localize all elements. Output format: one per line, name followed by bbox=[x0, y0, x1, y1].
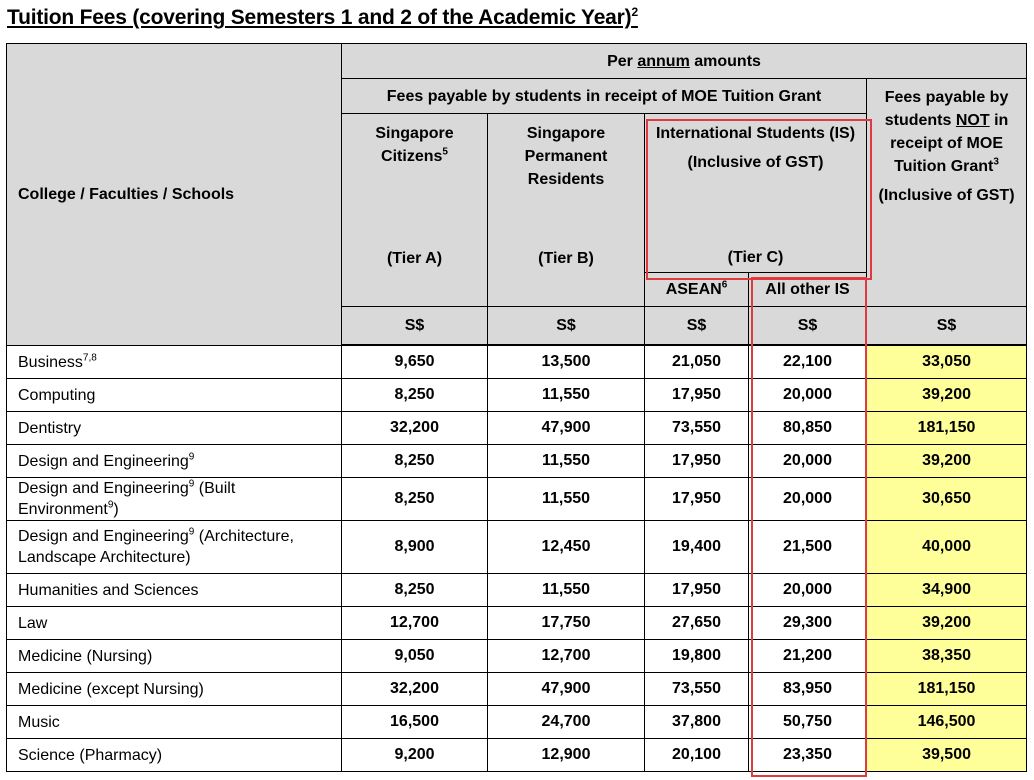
sc-fee: 8,250 bbox=[342, 574, 488, 607]
college-name: Science (Pharmacy) bbox=[18, 746, 163, 764]
spr-fee: 12,900 bbox=[488, 739, 645, 772]
not-moe-underlined: NOT bbox=[955, 112, 990, 129]
college-name: Design and Engineering bbox=[18, 480, 189, 497]
other-is-fee: 20,000 bbox=[749, 574, 867, 607]
not-moe-fee: 39,200 bbox=[867, 607, 1027, 640]
college-name: Music bbox=[18, 713, 60, 731]
is-label: International Students (IS) bbox=[655, 125, 856, 142]
college-name: Law bbox=[18, 614, 48, 632]
college-cell bbox=[7, 640, 342, 673]
currency-other-is: S$ bbox=[749, 307, 867, 345]
other-is-fee: 50,750 bbox=[749, 706, 867, 739]
table-row bbox=[7, 478, 1027, 521]
per-annum-suffix: amounts bbox=[689, 52, 761, 70]
asean-fee: 17,950 bbox=[645, 379, 749, 412]
not-moe-prefix: Fees payable by students bbox=[884, 89, 1009, 129]
not-moe-fee: 33,050 bbox=[867, 346, 1027, 379]
suffix-footnote: 9 bbox=[107, 499, 114, 511]
sc-label: Singapore Citizens bbox=[375, 125, 454, 165]
sc-header bbox=[342, 114, 488, 307]
college-name: Business bbox=[18, 353, 83, 371]
not-moe-fee: 39,500 bbox=[867, 739, 1027, 772]
name-footnote: 9 bbox=[188, 526, 195, 538]
asean-fee: 73,550 bbox=[645, 412, 749, 445]
not-moe-fee: 40,000 bbox=[867, 521, 1027, 574]
spr-fee: 11,550 bbox=[488, 445, 645, 478]
other-is-fee: 83,950 bbox=[749, 673, 867, 706]
tuition-fees-table bbox=[6, 43, 1027, 772]
asean-header bbox=[645, 273, 749, 307]
asean-fee: 37,800 bbox=[645, 706, 749, 739]
table-row bbox=[7, 379, 1027, 412]
other-is-fee: 21,200 bbox=[749, 640, 867, 673]
other-is-fee: 21,500 bbox=[749, 521, 867, 574]
other-is-fee: 20,000 bbox=[749, 445, 867, 478]
college-name-tail: ) bbox=[113, 501, 119, 518]
college-cell bbox=[7, 478, 342, 521]
per-annum-prefix: Per bbox=[607, 52, 638, 70]
not-moe-suffix: in receipt of MOE Tuition Grant bbox=[890, 112, 1009, 175]
other-is-label: All other IS bbox=[765, 281, 850, 298]
table-row bbox=[7, 445, 1027, 478]
currency-spr: S$ bbox=[488, 307, 645, 345]
spr-fee: 12,450 bbox=[488, 521, 645, 574]
spr-header bbox=[488, 114, 645, 307]
is-tier: (Tier C) bbox=[727, 249, 784, 266]
is-gst-note: (Inclusive of GST) bbox=[687, 154, 824, 171]
spr-fee: 11,550 bbox=[488, 478, 645, 521]
moe-grant-label: Fees payable by students in receipt of MOE Tuition Grant bbox=[386, 87, 822, 105]
table-row bbox=[7, 673, 1027, 706]
college-name: Dentistry bbox=[18, 419, 82, 437]
asean-footnote: 6 bbox=[721, 279, 728, 291]
not-moe-header bbox=[867, 79, 1027, 307]
per-annum-underlined: annum bbox=[637, 52, 690, 70]
college-name: Medicine (Nursing) bbox=[18, 647, 153, 665]
asean-fee: 20,100 bbox=[645, 739, 749, 772]
college-name: Design and Engineering bbox=[18, 528, 189, 545]
college-cell bbox=[7, 673, 342, 706]
spr-fee: 47,900 bbox=[488, 673, 645, 706]
table-row bbox=[7, 412, 1027, 445]
table-body bbox=[7, 346, 1027, 772]
sc-fee: 9,200 bbox=[342, 739, 488, 772]
sc-fee: 8,250 bbox=[342, 478, 488, 521]
is-header bbox=[645, 114, 867, 273]
college-cell bbox=[7, 412, 342, 445]
not-moe-fee: 39,200 bbox=[867, 379, 1027, 412]
page-title bbox=[7, 6, 638, 30]
table-row bbox=[7, 640, 1027, 673]
table-row bbox=[7, 521, 1027, 574]
asean-fee: 21,050 bbox=[645, 346, 749, 379]
college-column-header bbox=[7, 44, 342, 346]
college-cell bbox=[7, 574, 342, 607]
sc-fee: 9,050 bbox=[342, 640, 488, 673]
college-column-label: College / Faculties / Schools bbox=[18, 185, 235, 203]
table-row bbox=[7, 607, 1027, 640]
currency-sc: S$ bbox=[342, 307, 488, 345]
not-moe-footnote: 3 bbox=[993, 156, 999, 168]
title-footnote: 2 bbox=[631, 5, 638, 19]
currency-asean: S$ bbox=[645, 307, 749, 345]
college-name-suffix: (Built Environment bbox=[18, 480, 236, 518]
moe-grant-header bbox=[342, 79, 867, 114]
spr-fee: 13,500 bbox=[488, 346, 645, 379]
spr-tier: (Tier B) bbox=[538, 250, 594, 267]
table-row bbox=[7, 706, 1027, 739]
other-is-fee: 29,300 bbox=[749, 607, 867, 640]
sc-tier: (Tier A) bbox=[386, 250, 443, 267]
sc-fee: 9,650 bbox=[342, 346, 488, 379]
college-cell bbox=[7, 607, 342, 640]
not-moe-fee: 39,200 bbox=[867, 445, 1027, 478]
spr-fee: 12,700 bbox=[488, 640, 645, 673]
college-name: Humanities and Sciences bbox=[18, 581, 199, 599]
sc-fee: 12,700 bbox=[342, 607, 488, 640]
spr-fee: 24,700 bbox=[488, 706, 645, 739]
other-is-header bbox=[749, 273, 867, 307]
college-cell bbox=[7, 445, 342, 478]
title-text: Tuition Fees (covering Semesters 1 and 2 of the Academic Year) bbox=[7, 6, 632, 29]
not-moe-fee: 181,150 bbox=[867, 673, 1027, 706]
sc-fee: 8,900 bbox=[342, 521, 488, 574]
name-footnote: 9 bbox=[188, 451, 195, 463]
asean-fee: 19,800 bbox=[645, 640, 749, 673]
college-name: Design and Engineering bbox=[18, 452, 189, 470]
asean-label: ASEAN bbox=[665, 281, 722, 298]
spr-fee: 11,550 bbox=[488, 574, 645, 607]
college-name-suffix: (Architecture, Landscape Architecture) bbox=[18, 528, 294, 566]
other-is-fee: 20,000 bbox=[749, 379, 867, 412]
asean-fee: 17,950 bbox=[645, 574, 749, 607]
other-is-fee: 80,850 bbox=[749, 412, 867, 445]
per-annum-header bbox=[342, 44, 1027, 79]
name-footnote: 7,8 bbox=[82, 352, 97, 364]
other-is-fee: 22,100 bbox=[749, 346, 867, 379]
college-cell bbox=[7, 346, 342, 379]
sc-fee: 8,250 bbox=[342, 445, 488, 478]
asean-fee: 27,650 bbox=[645, 607, 749, 640]
asean-fee: 17,950 bbox=[645, 445, 749, 478]
table-row bbox=[7, 739, 1027, 772]
asean-fee: 17,950 bbox=[645, 478, 749, 521]
table-row bbox=[7, 574, 1027, 607]
not-moe-fee: 38,350 bbox=[867, 640, 1027, 673]
sc-fee: 8,250 bbox=[342, 379, 488, 412]
currency-not-moe: S$ bbox=[867, 307, 1027, 345]
spr-fee: 17,750 bbox=[488, 607, 645, 640]
college-name: Computing bbox=[18, 386, 96, 404]
not-moe-gst-note: (Inclusive of GST) bbox=[878, 187, 1015, 204]
spr-fee: 11,550 bbox=[488, 379, 645, 412]
not-moe-fee: 30,650 bbox=[867, 478, 1027, 521]
not-moe-fee: 181,150 bbox=[867, 412, 1027, 445]
asean-fee: 73,550 bbox=[645, 673, 749, 706]
college-name: Medicine (except Nursing) bbox=[18, 680, 204, 698]
sc-fee: 16,500 bbox=[342, 706, 488, 739]
college-cell bbox=[7, 379, 342, 412]
other-is-fee: 23,350 bbox=[749, 739, 867, 772]
not-moe-fee: 146,500 bbox=[867, 706, 1027, 739]
sc-fee: 32,200 bbox=[342, 673, 488, 706]
sc-fee: 32,200 bbox=[342, 412, 488, 445]
college-cell bbox=[7, 521, 342, 574]
table-row bbox=[7, 346, 1027, 379]
college-cell bbox=[7, 739, 342, 772]
spr-fee: 47,900 bbox=[488, 412, 645, 445]
spr-label: Singapore Permanent Residents bbox=[524, 125, 608, 188]
asean-fee: 19,400 bbox=[645, 521, 749, 574]
not-moe-fee: 34,900 bbox=[867, 574, 1027, 607]
table-header bbox=[7, 44, 1027, 346]
sc-footnote: 5 bbox=[442, 146, 448, 158]
other-is-fee: 20,000 bbox=[749, 478, 867, 521]
name-footnote: 9 bbox=[188, 478, 195, 490]
college-cell bbox=[7, 706, 342, 739]
